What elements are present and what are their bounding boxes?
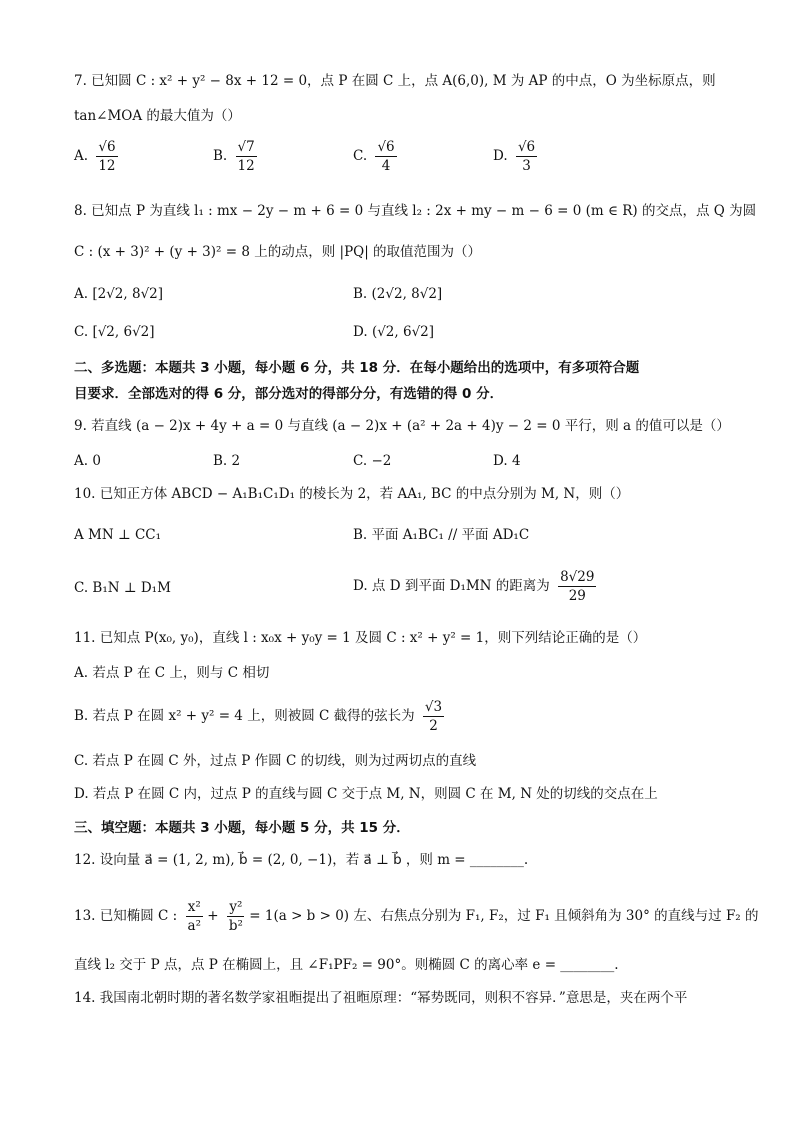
q7-option-c[interactable] [353,138,397,175]
fraction-numerator: 8√29 [560,569,595,585]
q11-option-c[interactable]: C. 若点 P 在圆 C 外，过点 P 作圆 C 的切线，则为过两切点的直线 [74,753,477,769]
option-fraction [96,138,117,175]
q8-option-c[interactable] [74,322,155,342]
option-text: (2√2, 8√2] [371,286,443,302]
q13-stem-line1 [74,898,759,935]
section-3-heading: 三、填空题：本题共 3 小题，每小题 5 分，共 15 分． [74,820,410,836]
q13-plus: + [207,908,219,924]
fraction-denominator: 12 [237,158,255,174]
section-2-heading-line2: 目要求．全部选对的得 6 分，部分选对的得部分分，有选错的得 0 分． [74,386,504,402]
option-fraction [516,138,537,175]
q9-option-a[interactable] [74,451,101,471]
fraction-denominator: 29 [568,588,586,604]
option-text: (√2, 6√2] [371,324,435,340]
fraction-numerator: y² [229,899,243,915]
option-fraction [375,138,396,175]
option-fraction [423,698,444,735]
q10-option-a[interactable]: A MN ⊥ CC₁ [74,527,162,543]
q11-stem: 11. 已知点 P(x₀, y₀)，直线 l : x₀x + y₀y = 1 及圆 C : x² + y² = 1，则下列结论正确的是（） [74,630,647,646]
q13-stem-post: = 1(a > b > 0) 左、右焦点分别为 F₁, F₂，过 F₁ 且倾斜角为 30° 的直线与过 F₂ 的 [249,908,759,924]
q7-option-a[interactable] [74,138,118,175]
option-text: [2√2, 8√2] [92,286,164,302]
q8-stem-line1: 8. 已知点 P 为直线 l₁ : mx − 2y − m + 6 = 0 与直线 l₂ : 2x + my − m − 6 = 0 (m ∈ R) 的交点，点 Q 为圆 [74,203,757,219]
fraction-numerator: √6 [517,139,536,155]
fraction-numerator: √6 [98,139,116,155]
q13-fraction-y [227,898,245,935]
q11-option-d[interactable]: D. 若点 P 在圆 C 内，过点 P 的直线与圆 C 交于点 M, N，则圆 C 在 M, N 处的切线的交点在上 [74,786,658,802]
q7-option-d[interactable] [493,138,537,175]
q7-stem-line1: 7. 已知圆 C : x² + y² − 8x + 12 = 0，点 P 在圆 C 上，点 A(6,0), M 为 AP 的中点，O 为坐标原点，则 [74,73,716,89]
fraction-denominator: b² [228,918,243,934]
q8-stem-line2: C : (x + 3)² + (y + 3)² = 8 上的动点，则 |PQ| 的取值范围为（） [74,244,482,260]
q8-option-b[interactable] [353,284,442,304]
fraction-denominator: a² [187,918,201,934]
q10-option-c[interactable]: C. B₁N ⊥ D₁M [74,580,171,596]
fraction-denominator: 12 [98,158,116,174]
option-label: D. [493,148,508,164]
option-label: C. [353,148,368,164]
q9-option-c[interactable] [353,451,391,471]
q13-fraction-x [186,898,203,935]
q13-stem-pre: 13. 已知椭圆 C : [74,908,178,924]
option-label: C. [353,453,368,469]
option-label: A. [74,453,89,469]
fraction-numerator: √3 [424,699,443,715]
option-fraction [236,138,257,175]
fraction-denominator: 3 [522,158,531,174]
q9-option-b[interactable] [213,451,240,471]
q8-option-d[interactable] [353,322,434,342]
q14-stem: 14. 我国南北朝时期的著名数学家祖暅提出了祖暅原理：“幂势既同，则积不容异．”意思是，夹在两个平 [74,990,688,1006]
q7-option-b[interactable] [213,138,257,175]
fraction-numerator: x² [187,899,201,915]
option-label: B. [213,453,228,469]
q7-stem-line2: tan∠MOA 的最大值为（） [74,108,241,124]
option-label: A. [74,286,89,302]
section-2-heading-line1: 二、多选题：本题共 3 小题，每小题 6 分，共 18 分．在每小题给出的选项中，有多项符合题 [74,360,640,376]
option-fraction [558,568,596,605]
q10-option-d[interactable] [353,568,596,605]
q9-stem: 9. 若直线 (a − 2)x + 4y + a = 0 与直线 (a − 2)x + (a² + 2a + 4)y − 2 = 0 平行，则 a 的值可以是（） [74,418,730,434]
option-label: D. [353,324,368,340]
fraction-denominator: 2 [429,718,438,734]
option-label: D. [493,453,508,469]
fraction-numerator: √6 [377,139,395,155]
q9-option-d[interactable] [493,451,521,471]
option-text: B. 若点 P 在圆 x² + y² = 4 上，则被圆 C 截得的弦长为 [74,708,415,724]
q11-option-a[interactable]: A. 若点 P 在 C 上，则与 C 相切 [74,665,270,681]
q8-option-a[interactable] [74,284,163,304]
q11-option-b[interactable] [74,698,444,735]
option-text: 4 [511,453,521,469]
option-label: B. [353,286,368,302]
option-text: −2 [371,453,392,469]
q10-option-b[interactable]: B. 平面 A₁BC₁ // 平面 AD₁C [353,527,530,543]
option-text: [√2, 6√2] [92,324,155,340]
option-text: D. 点 D 到平面 D₁MN 的距离为 [353,578,550,594]
option-label: C. [74,324,89,340]
option-label: A. [74,148,89,164]
fraction-denominator: 4 [381,158,391,174]
option-text: 2 [231,453,241,469]
option-label: B. [213,148,228,164]
q10-stem: 10. 已知正方体 ABCD − A₁B₁C₁D₁ 的棱长为 2，若 AA₁, BC 的中点分别为 M, N，则（） [74,486,630,502]
fraction-numerator: √7 [237,139,255,155]
q13-stem-line2: 直线 l₂ 交于 P 点，点 P 在椭圆上，且 ∠F₁PF₂ = 90°。则椭圆 C 的离心率 e = ________. [74,957,619,973]
q12-stem: 12. 设向量 a⃗ = (1, 2, m), b⃗ = (2, 0, −1)，若 a⃗ ⊥ b⃗ ，则 m = ________. [74,852,529,868]
option-text: 0 [92,453,101,469]
